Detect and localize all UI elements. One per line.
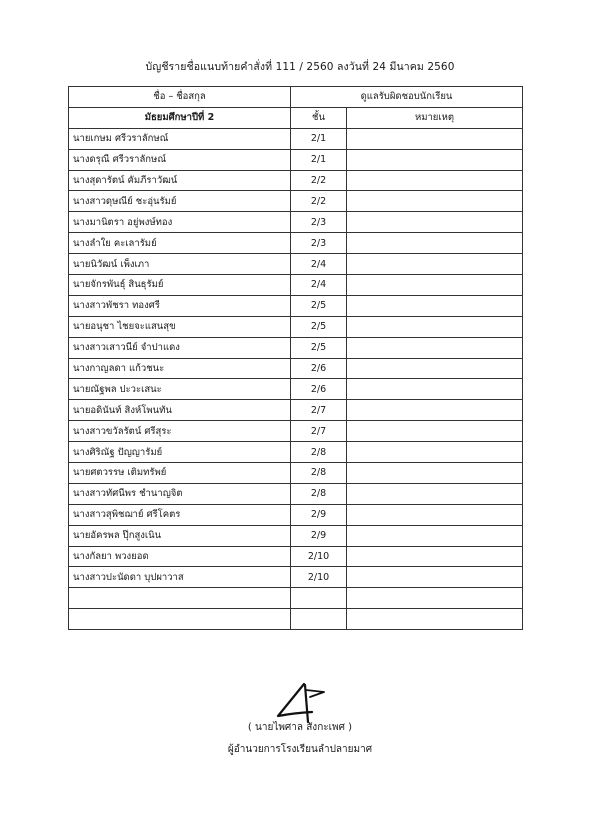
teacher-name: นางลำใย คะเลารัมย์ (69, 233, 291, 254)
note-cell (347, 149, 523, 170)
signer-name: ( นายไพศาล สังกะเพศ ) (247, 722, 353, 733)
teacher-name: นางสาวปะนัดดา บุปผาวาส (69, 567, 291, 588)
teacher-name: นางดรุณี ศรีวราลักษณ์ (69, 149, 291, 170)
table-row (69, 546, 523, 567)
empty-cell (69, 609, 291, 630)
note-cell (347, 421, 523, 442)
note-cell (347, 567, 523, 588)
empty-cell (347, 609, 523, 630)
teacher-name: นายอัครพล ปุ๊กสูงเนิน (69, 525, 291, 546)
header-row (69, 87, 523, 108)
note-cell (347, 337, 523, 358)
teacher-name: นางสาวสุพิชฌาย์ ศรีโคตร (69, 504, 291, 525)
teacher-name: นายจักรพันธุ์ สินธุรัมย์ (69, 275, 291, 296)
note-cell (347, 463, 523, 484)
class-level: 2/9 (291, 525, 347, 546)
note-cell (347, 191, 523, 212)
subheader-row (69, 107, 523, 128)
class-level: 2/4 (291, 275, 347, 296)
table-row (69, 358, 523, 379)
note-cell (347, 316, 523, 337)
note-cell (347, 275, 523, 296)
class-level: 2/9 (291, 504, 347, 525)
empty-cell (291, 588, 347, 609)
table-row (69, 504, 523, 525)
teacher-name: นายเกษม ศรีวราลักษณ์ (69, 128, 291, 149)
blank-row (69, 609, 523, 630)
teacher-name: นางกัลยา พวงยอด (69, 546, 291, 567)
empty-cell (347, 588, 523, 609)
roster-body (69, 128, 523, 629)
class-level: 2/6 (291, 358, 347, 379)
teacher-name: นายนิวัฒน์ เพ็งเภา (69, 254, 291, 275)
class-level: 2/7 (291, 400, 347, 421)
signer-position: ผู้อำนวยการโรงเรียนลำปลายมาศ (227, 744, 373, 755)
teacher-name: นายอนุชา ไชยจะแสนสุข (69, 316, 291, 337)
teacher-name: นางศิริณัฐ ปัญญารัมย์ (69, 442, 291, 463)
class-level: 2/2 (291, 170, 347, 191)
teacher-name: นางสาวขวัลรัตน์ ศรีสุระ (69, 421, 291, 442)
note-cell (347, 212, 523, 233)
class-level: 2/8 (291, 442, 347, 463)
teacher-name: นางสุดารัตน์ คัมภีราวัฒน์ (69, 170, 291, 191)
document-title: บัญชีรายชื่อแนบท้ายคำสั่งที่ 111 / 2560 ลงวันที่ 24 มีนาคม 2560 (145, 61, 455, 73)
class-level: 2/6 (291, 379, 347, 400)
header-name: ชื่อ – ชื่อสกุล (69, 87, 291, 108)
teacher-name: นางสาวทัศนีพร ชำนาญจิต (69, 483, 291, 504)
table-row (69, 233, 523, 254)
class-level: 2/10 (291, 546, 347, 567)
teacher-name: นายณัฐพล ปะวะเสนะ (69, 379, 291, 400)
table-row (69, 525, 523, 546)
empty-cell (69, 588, 291, 609)
note-cell (347, 525, 523, 546)
class-level: 2/1 (291, 128, 347, 149)
table-row (69, 379, 523, 400)
note-cell (347, 233, 523, 254)
class-level: 2/8 (291, 463, 347, 484)
note-cell (347, 170, 523, 191)
table-row (69, 337, 523, 358)
teacher-name: นางสาวเสาวนีย์ จำปาแดง (69, 337, 291, 358)
note-cell (347, 128, 523, 149)
class-level: 2/2 (291, 191, 347, 212)
table-row (69, 254, 523, 275)
note-cell (347, 504, 523, 525)
teacher-name: นางมานิตรา อยู่พงษ์ทอง (69, 212, 291, 233)
subheader-grade-level: มัธยมศึกษาปีที่ 2 (69, 107, 291, 128)
class-level: 2/3 (291, 212, 347, 233)
class-level: 2/1 (291, 149, 347, 170)
class-level: 2/5 (291, 295, 347, 316)
subheader-class: ชั้น (291, 107, 347, 128)
note-cell (347, 295, 523, 316)
note-cell (347, 483, 523, 504)
blank-row (69, 588, 523, 609)
class-level: 2/5 (291, 337, 347, 358)
table-row (69, 483, 523, 504)
class-level: 2/4 (291, 254, 347, 275)
note-cell (347, 358, 523, 379)
table-row (69, 567, 523, 588)
table-row (69, 212, 523, 233)
table-row (69, 421, 523, 442)
table-row (69, 170, 523, 191)
roster-table (68, 86, 523, 630)
table-row (69, 275, 523, 296)
header-duty: ดูแลรับผิดชอบนักเรียน (291, 87, 523, 108)
teacher-name: นายศตวรรษ เติมทรัพย์ (69, 463, 291, 484)
subheader-note: หมายเหตุ (347, 107, 523, 128)
table-row (69, 295, 523, 316)
teacher-name: นางสาวดุษณีย์ ชะอุ่นรัมย์ (69, 191, 291, 212)
teacher-name: นางสาวพัชรา ทองศรี (69, 295, 291, 316)
table-row (69, 316, 523, 337)
class-level: 2/10 (291, 567, 347, 588)
class-level: 2/7 (291, 421, 347, 442)
note-cell (347, 546, 523, 567)
table-row (69, 463, 523, 484)
empty-cell (291, 609, 347, 630)
teacher-name: นายอดินันท์ สิงห์โพนทัน (69, 400, 291, 421)
class-level: 2/3 (291, 233, 347, 254)
note-cell (347, 379, 523, 400)
table-row (69, 149, 523, 170)
note-cell (347, 254, 523, 275)
note-cell (347, 400, 523, 421)
class-level: 2/5 (291, 316, 347, 337)
teacher-name: นางกาญลดา แก้วชนะ (69, 358, 291, 379)
table-row (69, 128, 523, 149)
class-level: 2/8 (291, 483, 347, 504)
table-row (69, 191, 523, 212)
note-cell (347, 442, 523, 463)
table-row (69, 400, 523, 421)
table-row (69, 442, 523, 463)
